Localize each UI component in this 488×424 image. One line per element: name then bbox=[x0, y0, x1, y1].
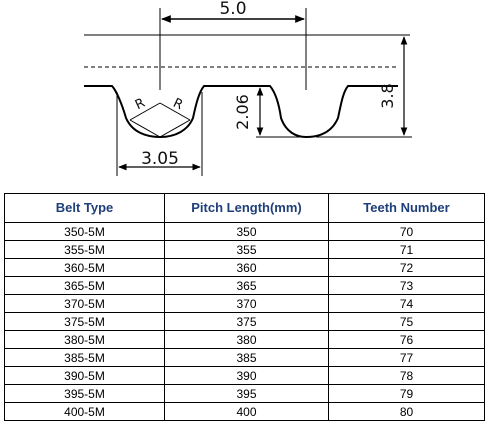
belt-type-cell: 365-5M bbox=[5, 277, 165, 295]
table-row bbox=[5, 385, 485, 403]
teeth-number-cell: 79 bbox=[329, 385, 485, 403]
teeth-number-cell: 76 bbox=[329, 331, 485, 349]
table-row bbox=[5, 331, 485, 349]
tooth-height-label: 2.06 bbox=[233, 94, 252, 130]
table-row bbox=[5, 295, 485, 313]
pitch-length-cell: 385 bbox=[165, 349, 329, 367]
table-row bbox=[5, 223, 485, 241]
belt-spec-table bbox=[4, 193, 485, 421]
pitch-length-cell: 370 bbox=[165, 295, 329, 313]
belt-type-cell: 395-5M bbox=[5, 385, 165, 403]
teeth-number-cell: 74 bbox=[329, 295, 485, 313]
belt-type-cell: 390-5M bbox=[5, 367, 165, 385]
belt-type-cell: 385-5M bbox=[5, 349, 165, 367]
header-pitch-length: Pitch Length(mm) bbox=[165, 194, 329, 223]
teeth-number-cell: 78 bbox=[329, 367, 485, 385]
teeth-number-cell: 70 bbox=[329, 223, 485, 241]
belt-type-cell: 370-5M bbox=[5, 295, 165, 313]
pitch-length-cell: 400 bbox=[165, 403, 329, 421]
radius-label-right: R bbox=[170, 95, 186, 114]
width-label: 3.05 bbox=[141, 149, 179, 169]
header-teeth-number: Teeth Number bbox=[329, 194, 485, 223]
pitch-length-cell: 365 bbox=[165, 277, 329, 295]
table-row bbox=[5, 349, 485, 367]
belt-type-cell: 360-5M bbox=[5, 259, 165, 277]
teeth-number-cell: 80 bbox=[329, 403, 485, 421]
header-belt-type: Belt Type bbox=[5, 194, 165, 223]
table-body bbox=[5, 223, 485, 421]
table-row bbox=[5, 241, 485, 259]
belt-type-cell: 375-5M bbox=[5, 313, 165, 331]
teeth-number-cell: 77 bbox=[329, 349, 485, 367]
radius-label-left: R bbox=[132, 95, 148, 114]
table-row bbox=[5, 259, 485, 277]
pitch-length-cell: 355 bbox=[165, 241, 329, 259]
belt-tooth-profile-diagram bbox=[0, 0, 488, 190]
belt-type-cell: 400-5M bbox=[5, 403, 165, 421]
pitch-label: 5.0 bbox=[219, 0, 247, 19]
table-row bbox=[5, 367, 485, 385]
belt-type-cell: 350-5M bbox=[5, 223, 165, 241]
belt-type-cell: 355-5M bbox=[5, 241, 165, 259]
table-row bbox=[5, 277, 485, 295]
pitch-length-cell: 375 bbox=[165, 313, 329, 331]
teeth-number-cell: 72 bbox=[329, 259, 485, 277]
table-header-row bbox=[5, 194, 485, 223]
total-height-label: 3.8 bbox=[378, 83, 397, 109]
teeth-number-cell: 73 bbox=[329, 277, 485, 295]
table-row bbox=[5, 403, 485, 421]
teeth-number-cell: 71 bbox=[329, 241, 485, 259]
table-row bbox=[5, 313, 485, 331]
pitch-length-cell: 380 bbox=[165, 331, 329, 349]
teeth-number-cell: 75 bbox=[329, 313, 485, 331]
pitch-length-cell: 360 bbox=[165, 259, 329, 277]
belt-type-cell: 380-5M bbox=[5, 331, 165, 349]
pitch-length-cell: 395 bbox=[165, 385, 329, 403]
pitch-length-cell: 390 bbox=[165, 367, 329, 385]
pitch-length-cell: 350 bbox=[165, 223, 329, 241]
